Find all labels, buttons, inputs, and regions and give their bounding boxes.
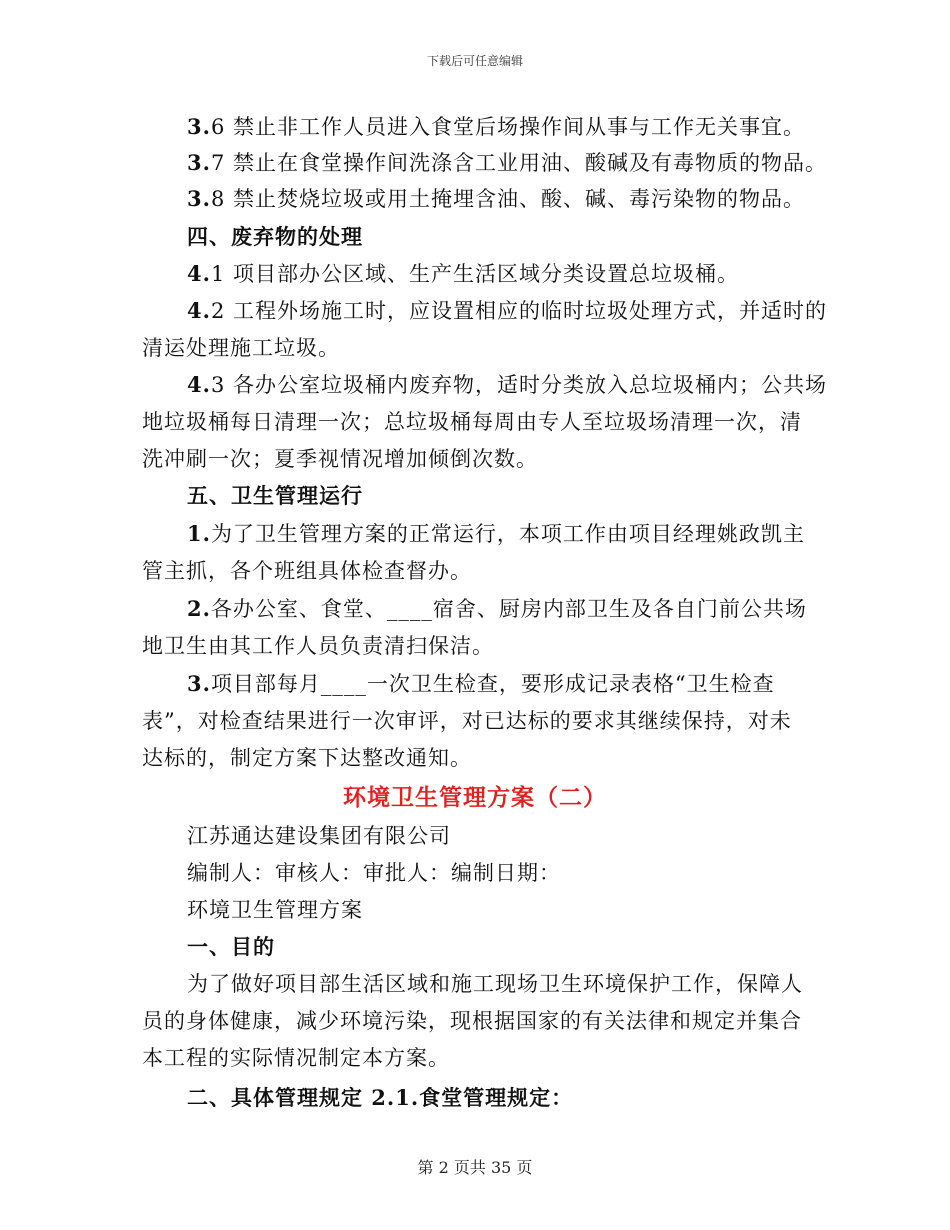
clause-number: 3. [187, 186, 211, 211]
clause-text: 3 各办公室垃圾桶内废弃物，适时分类放入总垃圾桶内；公共场 [210, 373, 827, 397]
approval-line: 编制人：审核人：审批人：编制日期： [187, 861, 561, 885]
item-text: 项目部每月____一次卫生检查，要形成记录表格“卫生检查 [210, 672, 775, 696]
item-5-3-cont: 表”，对检查结果进行一次审评，对已达标的要求其继续保持，对未 [142, 709, 792, 733]
clause-4-3-cont: 洗冲刷一次；夏季视情况增加倾倒次数。 [142, 447, 538, 471]
plan-name: 环境卫生管理方案 [187, 898, 363, 922]
clause-4-2-cont: 清运处理施工垃圾。 [142, 336, 340, 360]
clause-text: 2 工程外场施工时，应设置相应的临时垃圾处理方式，并适时的 [210, 299, 827, 323]
section-heading-4: 四、废弃物的处理 [187, 224, 363, 249]
page-header: 下载后可任意编辑 [426, 54, 523, 68]
clause-number: 3. [187, 114, 211, 139]
clause-number: 4. [187, 372, 211, 397]
clause-text: 8 禁止焚烧垃圾或用土掩埋含油、酸、碱、毒污染物的物品。 [210, 187, 805, 211]
item-5-3 [187, 669, 775, 699]
purpose-text-cont: 本工程的实际情况制定本方案。 [142, 1046, 450, 1070]
clause-number: 4. [187, 261, 211, 286]
item-number: 1. [187, 521, 211, 546]
clause-3-6 [187, 112, 805, 142]
item-5-2-cont: 地卫生由其工作人员负责清扫保洁。 [142, 634, 494, 658]
clause-text: 7 禁止在食堂操作间洗涤含工业用油、酸碱及有毒物质的物品。 [210, 151, 827, 175]
item-number: 3. [187, 671, 211, 696]
section-heading-1: 一、目的 [187, 934, 275, 959]
item-text: 为了卫生管理方案的正常运行，本项工作由项目经理姚政凯主 [210, 522, 805, 546]
section-heading-2: 二、具体管理规定 2.1.食堂管理规定： [187, 1085, 574, 1110]
item-text: 各办公室、食堂、____宿舍、厨房内部卫生及各自门前公共场 [210, 597, 807, 621]
company-name: 江苏通达建设集团有限公司 [187, 824, 451, 848]
clause-4-1 [187, 259, 739, 289]
clause-text: 6 禁止非工作人员进入食堂后场操作间从事与工作无关事宜。 [210, 115, 805, 139]
clause-3-8 [187, 184, 805, 214]
item-5-1-cont: 管主抓，各个班组具体检查督办。 [142, 559, 472, 583]
document-title: 环境卫生管理方案（二） [343, 784, 607, 811]
clause-number: 4. [187, 298, 211, 323]
purpose-text-cont: 员的身体健康，减少环境污染，现根据国家的有关法律和规定并集合 [142, 1009, 802, 1033]
clause-number: 3. [187, 150, 211, 175]
item-5-2 [187, 594, 807, 624]
purpose-text: 为了做好项目部生活区域和施工现场卫生环境保护工作，保障人 [187, 972, 803, 996]
item-5-3-cont: 达标的，制定方案下达整改通知。 [142, 746, 472, 770]
clause-4-2 [187, 296, 827, 326]
clause-4-3-cont: 地垃圾桶每日清理一次；总垃圾桶每周由专人至垃圾场清理一次，清 [142, 410, 802, 434]
clause-text: 1 项目部办公区域、生产生活区域分类设置总垃圾桶。 [210, 262, 739, 286]
item-5-1 [187, 519, 805, 549]
clause-3-7 [187, 148, 827, 178]
clause-4-3 [187, 370, 827, 400]
section-heading-5: 五、卫生管理运行 [187, 483, 363, 508]
item-number: 2. [187, 596, 211, 621]
page-footer: 第 2 页共 35 页 [417, 1158, 533, 1177]
